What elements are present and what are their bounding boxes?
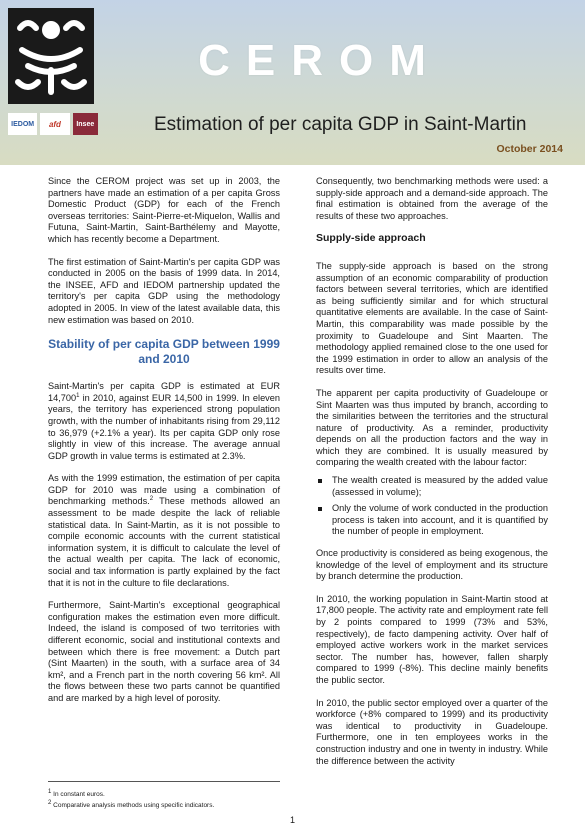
paragraph: Consequently, two benchmarking methods were used: a supply-side approach and a demand-side approach. The final estimation is obtained from the average of the results of these two approaches.: [316, 176, 548, 221]
page-number: 1: [289, 815, 295, 825]
paragraph: The apparent per capita productivity of Guadeloupe or Sint Maarten was thus imputed by branch, according to the similarities between the territories and the structural nature of productivity. As a reminder, productivity depends on all the production factors and the way in which they are combined. It is usually measured by comparing the wealth created with the labour factor:: [316, 387, 548, 468]
afd-logo: afd: [40, 113, 69, 135]
paragraph: Furthermore, Saint-Martin's exceptional geographical configuration makes the estimation even more difficult. Indeed, the island is composed of two territories with different economic, social and institutional contexts and between which there is free movement: a Dutch part (Sint Maarten) in the south, with a surface area of 34 km², and a French part in the north covering 56 km². All the flows between these two parts cannot be quantified and are marked by a high level of porosity.: [48, 600, 280, 703]
insee-logo: Insee: [73, 113, 98, 135]
brand-title: CEROM: [198, 36, 442, 85]
partner-logos: [8, 112, 98, 136]
footnote: $^2$ Comparative analysis methods using specific indicators.: [48, 799, 215, 809]
document-title: Estimation of per capita GDP in Saint-Martin: [154, 114, 527, 135]
paragraph: Since the CEROM project was set up in 2003, the partners have made an estimation of a per capita Gross Domestic Product (GDP) for each of the French overseas territories: Saint-Pierre-et-Miquelon, Wallis and Futuna, Saint-Martin, Saint-Barthélemy and Mayotte, which has recently become a Department.: [48, 176, 280, 244]
cerom-logo-icon: [8, 8, 94, 104]
paragraph: The supply-side approach is based on the strong assumption of an economic comparability of production factors between several territories, which are identified as being sufficiently similar and for which structural quantitative elements are available. In the case of Saint-Martin, this comparability was made possible by the proximity to Guadeloupe and Sint Maarten. The methodology applied remained close to the one used for the 1999 estimation in order to allow an analysis of the results over time.: [316, 260, 548, 376]
document-date: October 2014: [496, 143, 563, 155]
list-item: The wealth created is measured by the added value (assessed in volume);: [316, 475, 548, 498]
paragraph: The first estimation of Saint-Martin's per capita GDP was conducted in 2005 on the basis of 1999 data. In 2014, the INSEE, AFD and IEDOM partnership updated the territory's per capita GDP using the methodology adopted in 2005. In view of the latest available data, this new estimation was based on 2010.: [48, 256, 280, 325]
section-title: Stability of per capita GDP between 1999 and 2010: [48, 337, 280, 367]
subsection-title: Supply-side approach: [316, 232, 426, 245]
page-header: [0, 0, 585, 165]
footnotes: [48, 781, 280, 811]
paragraph: Once productivity is considered as being exogenous, the knowledge of the level of employment and its structure by branch determine the production.: [316, 548, 548, 582]
paragraph: Saint-Martin's per capita GDP is estimated at EUR 14,700$^1$ in 2010, against EUR 14,500 in 1999. In eleven years, the territory has experienced strong population growth, with the number of inhabitants rising from 29,112 to 36,979 (+2.1% a year). Its per capita GDP only rose slightly in view of this increase. The average annual GDP growth in value terms is estimated at 2.3%.: [48, 381, 280, 461]
left-column: [48, 176, 280, 716]
paragraph: In 2010, the working population in Saint-Martin stood at 17,800 people. The activity rate and employment rate fell by 2 points compared to 1999 (73% and 53%, respectively), de facto dampening activity. Over half of employed active workers work in the market services sector. The number has, however, fallen sharply compared to 1999 (-8%). This decline mainly benefits the public sector.: [316, 593, 548, 685]
right-column: [316, 176, 548, 778]
bullet-list: [316, 475, 548, 538]
footnote: $^1$ In constant euros.: [48, 788, 105, 798]
paragraph: In 2010, the public sector employed over a quarter of the workforce (+8% compared to 1999) and its productivity was identical to productivity in Guadeloupe. Furthermore, one in ten employees works in the construction industry and one in twenty in industry. While the difference between the activity: [316, 697, 548, 766]
cerom-logo: [8, 8, 94, 104]
iedom-logo: IEDOM: [8, 113, 37, 135]
footnote-ref[interactable]: 1: [76, 392, 80, 399]
list-item: Only the volume of work conducted in the production process is taken into account, and it is quantified by the number of people in employment.: [316, 503, 548, 538]
footnote-ref[interactable]: 2: [149, 496, 154, 503]
paragraph: As with the 1999 estimation, the estimation of per capita GDP for 2010 was made using a combination of benchmarking methods.$^2$ These methods allowed an assessment to be made despite the lack of reliable statistical data. In Saint-Martin, as it is not possible to compile economic accounts with the current statistical information system, it is difficult to calculate the level of the actual wealth per capita. The lack of economic, social and tax information is partly explained by the fact that it is not in the culture to file declarations.: [48, 473, 280, 588]
